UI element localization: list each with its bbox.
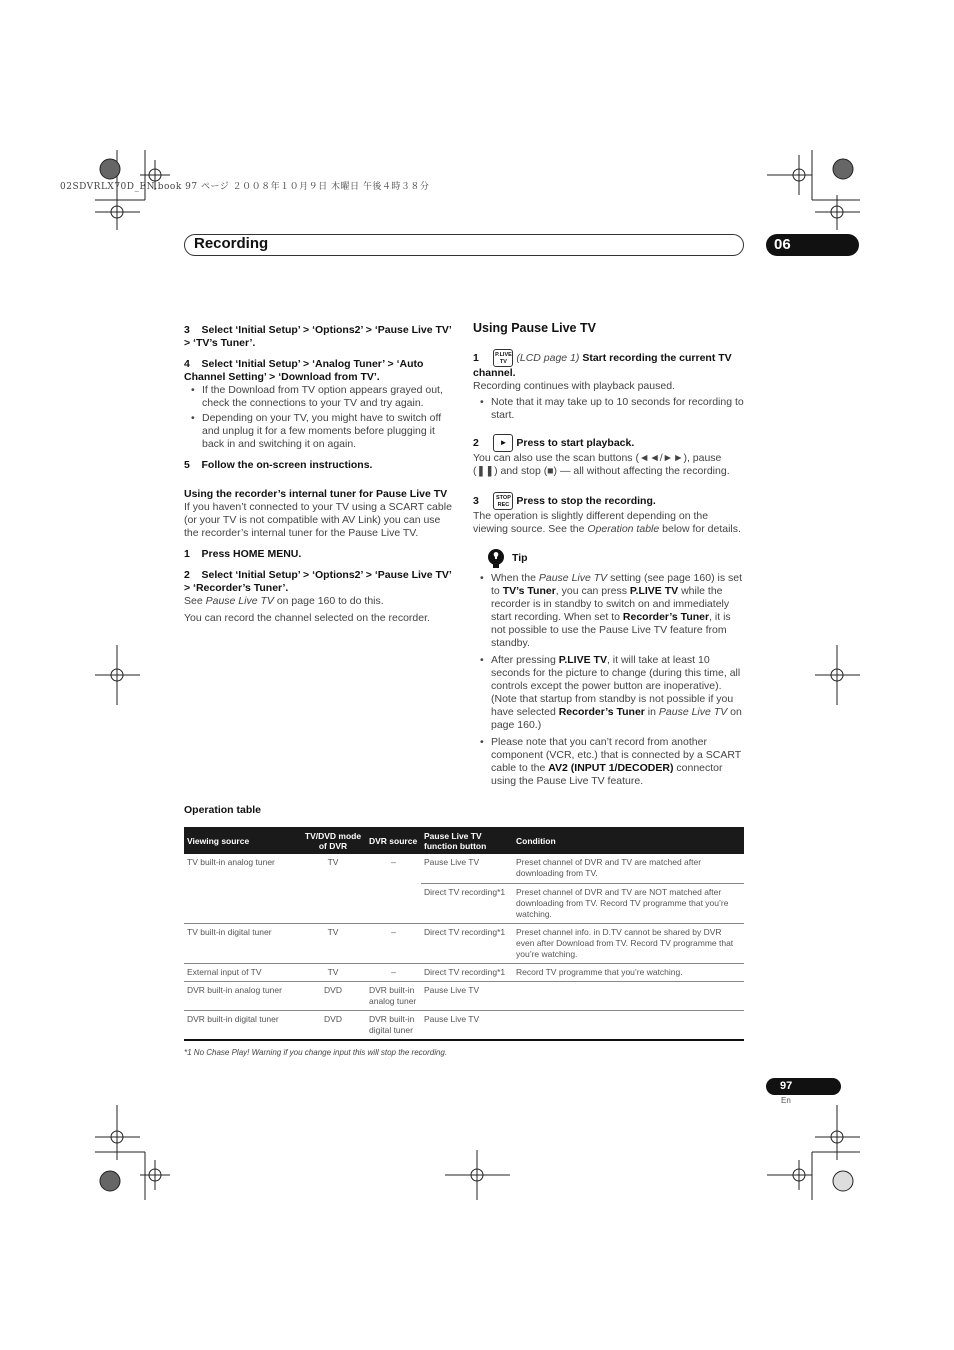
step-3-description: The operation is slightly different depending on the viewing source. See the Operation table below for details.	[473, 510, 741, 535]
see-reference: See Pause Live TV on page 160 to do this.	[184, 595, 384, 607]
list-item: • If the Download from TV option appears grayed out, check the connections to your TV and try again.	[184, 384, 456, 410]
intro-paragraph: If you haven’t connected to your TV using a SCART cable (or your TV is not compatible with AV Link) you can use the recorder’s internal tuner for the Pause Live TV.	[184, 501, 452, 539]
section-heading: Using Pause Live TV	[473, 321, 596, 335]
table-row: TV built-in analog tuner TV – Pause Live TV Preset channel of DVR and TV are matched after downloading from TV.	[187, 857, 702, 878]
table-title: Operation table	[184, 804, 262, 816]
tip-item: • Please note that you can’t record from another component (VCR, etc.) that is connected by a SCART cable to the AV2 (INPUT 1/DECODER) connector using the Pause Live TV feature.	[473, 736, 745, 788]
step-4: 4 Select ‘Initial Setup’ > ‘Analog Tuner’ > ‘Auto Channel Setting’ > ‘Download from TV’.	[184, 358, 424, 383]
column-header: Viewing source	[184, 827, 300, 854]
page-number: 97	[766, 1078, 841, 1095]
column-header: Condition	[513, 827, 744, 854]
table-row: DVR built-in analog tuner DVD DVR built-in analog tuner Pause Live TV	[184, 981, 744, 1010]
right-column	[473, 322, 745, 788]
column-header: DVR source	[366, 827, 421, 854]
tip-header: Tip	[473, 548, 745, 570]
step-1: 1 Press HOME MENU.	[184, 548, 302, 560]
lightbulb-icon	[485, 548, 507, 570]
tip-item: • After pressing P.LIVE TV, it will take at least 10 seconds for the picture to change (during this time, all controls except the power button are inoperative). (Note that startup from standby is not possible if you have selected Recorder’s Tuner in Pause Live TV on page 160.)	[473, 654, 745, 732]
stop-rec-button-icon: STOP REC	[493, 492, 513, 510]
step-3: 3 Select ‘Initial Setup’ > ‘Options2’ > ‘Pause Live TV’ > ‘TV’s Tuner’.	[184, 324, 452, 349]
table-footnote: *1 No Chase Play! Warning if you change input this will stop the recording.	[184, 1048, 448, 1057]
list-item: • Depending on your TV, you might have to switch off and unplug it for a few moments before plugging it back in and switching it on again.	[184, 412, 456, 451]
chapter-title: Recording	[194, 235, 269, 252]
operation-table	[184, 827, 744, 1041]
table-row: External input of TV TV – Direct TV recording*1 Record TV programme that you’re watching.	[184, 963, 744, 981]
step-2-description: You can also use the scan buttons (◄◄/►►), pause (❚❚) and stop (■) — all without affecting the recording.	[473, 452, 730, 477]
column-header: TV/DVD mode of DVR	[300, 827, 366, 854]
table-row: TV built-in digital tuner TV – Direct TV recording*1 Preset channel info. in D.TV cannot be shared by DVR even after Download from TV. Record TV programme that you’re watching.	[184, 923, 744, 963]
chapter-number: 06	[766, 234, 859, 256]
step-1-plive: 1 P.LIVE TV (LCD page 1) Start recording the current TV channel.	[473, 349, 745, 380]
tip-item: • When the Pause Live TV setting (see page 160) is set to TV’s Tuner, you can press P.LIVE TV while the recorder is in standby to switch on and immediately start recording. When set to Recorder’s Tuner, it is not possible to use the Pause Live TV feature from standby.	[473, 572, 745, 650]
table-row: DVR built-in digital tuner DVD DVR built-in digital tuner Pause Live TV	[184, 1010, 744, 1040]
step-2: 2 Select ‘Initial Setup’ > ‘Options2’ > ‘Pause Live TV’ > ‘Recorder’s Tuner’.	[184, 569, 452, 594]
language-label: En	[781, 1096, 791, 1105]
section-subheading: Using the recorder’s internal tuner for Pause Live TV	[184, 488, 448, 500]
step-1-description: Recording continues with playback paused.	[473, 380, 675, 392]
left-column	[184, 324, 456, 625]
table-row: Direct TV recording*1 Preset channel of DVR and TV are NOT matched after downloading from TV. Record TV programme that you’re watching.	[184, 883, 744, 923]
table-header-row	[184, 827, 744, 854]
list-item: • Note that it may take up to 10 seconds for recording to start.	[473, 396, 745, 422]
play-button-icon: ►	[493, 434, 513, 452]
step-5: 5 Follow the on-screen instructions.	[184, 459, 373, 471]
print-header-line: 02SDVRLX70D_EN.book 97 ページ ２００８年１０月９日 木曜日 午後４時３８分	[60, 182, 430, 192]
step-3-stop: 3 STOP REC Press to stop the recording.	[473, 492, 745, 510]
column-header: Pause Live TV function button	[421, 827, 513, 854]
step-2-play: 2 ► Press to start playback.	[473, 434, 745, 452]
final-note: You can record the channel selected on the recorder.	[184, 612, 430, 624]
plive-button-icon: P.LIVE TV	[493, 349, 513, 367]
